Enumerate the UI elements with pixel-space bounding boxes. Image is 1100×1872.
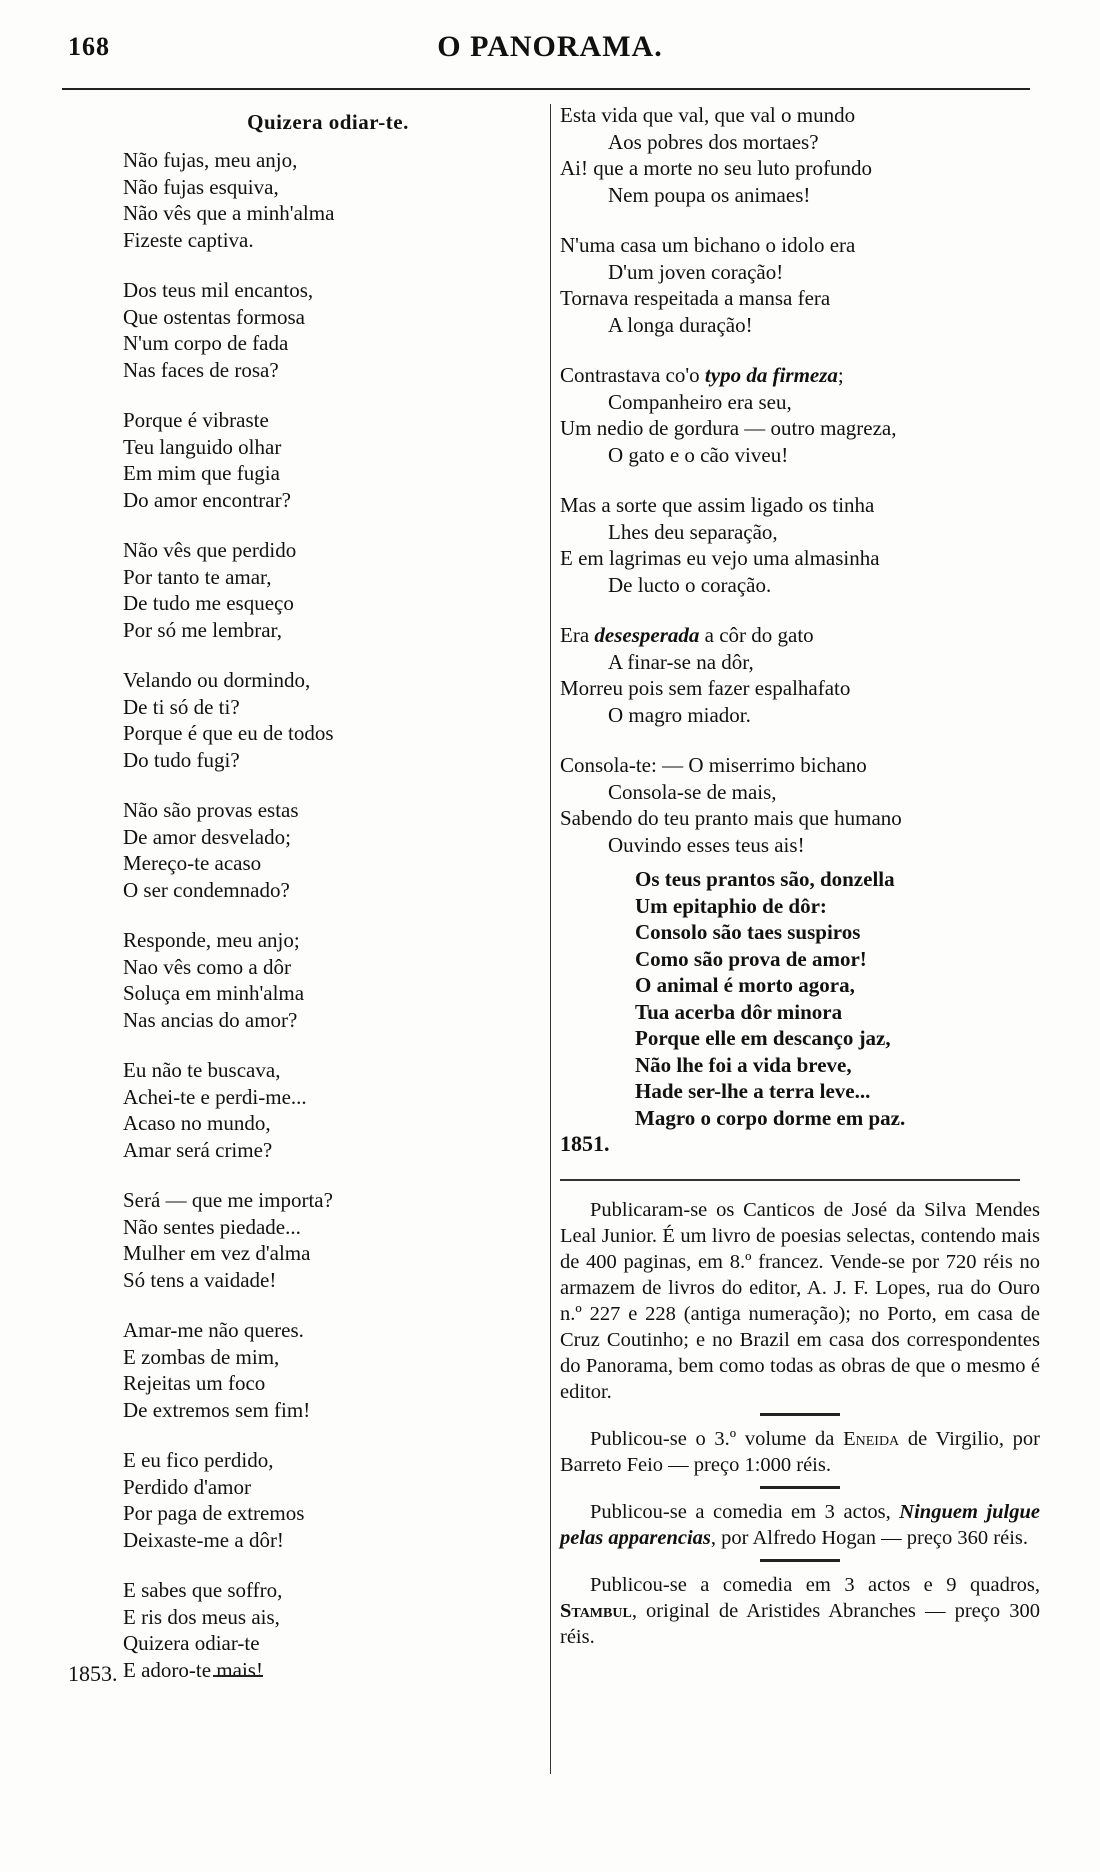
notice-eneida [560, 1426, 1040, 1478]
verse-line: Nao vês como a dôr [123, 954, 291, 979]
stanza [123, 1447, 538, 1553]
left-column [68, 98, 538, 1687]
verse-line: Não vês que a minh'alma [123, 201, 335, 225]
verse-line: Lhes deu separação, [608, 519, 778, 544]
verse-line: E ris dos meus ais, [123, 1604, 280, 1629]
verse-line: Não fujas, meu anjo, [123, 148, 298, 172]
verse-line: Não fujas esquiva, [123, 174, 279, 199]
stanza [123, 1057, 538, 1163]
verse-line: De amor desvelado; [123, 824, 291, 849]
text-run: a côr do gato [699, 623, 814, 647]
text-run: Publicou-se o 3.º volume da [590, 1428, 844, 1450]
verse-line: Nas faces de rosa? [123, 357, 279, 382]
verse-line: Um epitaphio de dôr: [635, 893, 827, 918]
verse-line: Um nedio de gordura — outro magreza, [560, 416, 897, 440]
verse-line: Porque é que eu de todos [123, 721, 334, 745]
text-run: , por Alfredo Hogan — preço 360 réis. [710, 1527, 1029, 1549]
right-stanza-2 [560, 232, 1040, 338]
notice-comedia-hogan [560, 1499, 1040, 1551]
verse-line: Hade ser-lhe a terra leve... [635, 1079, 871, 1103]
verse-line: Como são prova de amor! [635, 946, 867, 971]
verse-line: A longa duração! [608, 312, 753, 337]
verse-line: Não vês que perdido [123, 538, 297, 562]
stanza [123, 667, 538, 773]
verse-line: Fizeste captiva. [123, 227, 254, 252]
stanza [123, 537, 538, 643]
verse-line: Teu languido olhar [123, 434, 282, 459]
verse-line: Consolo são taes suspiros [635, 920, 861, 944]
verse-line [560, 362, 1040, 389]
verse-line: Que ostentas formosa [123, 304, 305, 329]
verse-line: Tua acerba dôr minora [635, 999, 843, 1024]
verse-line: De ti só de ti? [123, 694, 240, 719]
notice-divider [760, 1559, 840, 1562]
verse-line: D'um joven coração! [608, 259, 784, 284]
verse-line: Mulher em vez d'alma [123, 1241, 311, 1265]
verse-line: Ouvindo esses teus ais! [608, 832, 805, 857]
poem-year-text: 1853. [68, 1661, 118, 1686]
verse-line: Soluça em minh'alma [123, 981, 305, 1005]
verse-line: De lucto o coração. [608, 572, 772, 597]
verse-line: Por só me lembrar, [123, 617, 282, 642]
verse-line: Morreu pois sem fazer espalhafato [560, 676, 851, 700]
right-stanza-6 [560, 752, 1040, 858]
poem-body [68, 147, 538, 1683]
text-run: Era [560, 623, 595, 647]
right-stanza-5 [560, 622, 1040, 728]
notice-comedia-stambul [560, 1572, 1040, 1650]
end-rule [213, 1675, 263, 1677]
page-number: 168 [68, 32, 110, 61]
verse-line: Rejeitas um foco [123, 1371, 266, 1395]
verse-line: Achei-te e perdi-me... [123, 1084, 307, 1109]
stanza [123, 1317, 538, 1423]
journal-title: O PANORAMA. [437, 30, 663, 63]
poem-title: Quizera odiar-te. [247, 110, 409, 134]
poem-year [68, 1661, 538, 1687]
verse-line: E sabes que soffro, [123, 1578, 283, 1602]
notice-divider [760, 1486, 840, 1489]
right-stanza-1 [560, 102, 1040, 208]
verse-line: Não são provas estas [123, 798, 299, 822]
verse-line: Esta vida que val, que val o mundo [560, 103, 856, 127]
text-run: de Virgilio, por Barreto Feio — preço 1:000 réis. [560, 1428, 1040, 1476]
verse-line: Consola-te: — O miserrimo bichano [560, 753, 867, 777]
verse-line: E zombas de mim, [123, 1344, 280, 1369]
right-poem-year: 1851. [560, 1131, 610, 1156]
stanza [123, 1187, 538, 1293]
verse-line: Perdido d'amor [123, 1474, 252, 1499]
verse-line: Amar-me não queres. [123, 1318, 304, 1342]
notices-rule [560, 1179, 1020, 1181]
header-rule [62, 88, 1030, 90]
emphasis: typo da firmeza [704, 363, 838, 387]
verse-line: Em mim que fugia [123, 461, 280, 485]
verse-line: Dos teus mil encantos, [123, 278, 314, 302]
verse-line: Por paga de extremos [123, 1501, 305, 1525]
verse-line: Velando ou dormindo, [123, 668, 311, 692]
verse-line: A finar-se na dôr, [608, 649, 754, 674]
verse-line: Os teus prantos são, donzella [635, 867, 895, 891]
verse-line: Nem poupa os animaes! [608, 182, 811, 207]
verse-line: E em lagrimas eu vejo uma almasinha [560, 546, 880, 570]
verse-line: Porque é vibraste [123, 408, 269, 432]
verse-line: E eu fico perdido, [123, 1448, 274, 1472]
notice-divider [760, 1413, 840, 1416]
verse-line: Tornava respeitada a mansa fera [560, 286, 831, 310]
notice-canticos: Publicaram-se os Canticos de José da Silva Mendes Leal Junior. É um livro de poesias selectas, contendo mais de 400 paginas, em 8.º francez. Vende-se por 720 réis no armazem de livros do editor, A. J. F. Lopes, rua do Ouro n.º 227 e 228 (antiga numeração); no Porto, em casa de Cruz Coutinho; e no Brazil em casa dos correspondentes do Panorama, bem como todas as obras de que o mesmo é editor. [560, 1199, 1040, 1403]
verse-line: O ser condemnado? [123, 877, 290, 902]
verse-line: Só tens a vaidade! [123, 1267, 277, 1292]
right-column [560, 102, 1040, 1650]
verse-line: O animal é morto agora, [635, 973, 855, 997]
verse-line: Quizera odiar-te [123, 1631, 260, 1655]
verse-line: De tudo me esqueço [123, 591, 294, 615]
verse-line: Não lhe foi a vida breve, [635, 1052, 852, 1077]
verse-line: Companheiro era seu, [608, 389, 792, 414]
verse-line: Nas ancias do amor? [123, 1007, 298, 1032]
verse-line: Amar será crime? [123, 1137, 273, 1162]
verse-line: Acaso no mundo, [123, 1111, 271, 1135]
stanza [123, 277, 538, 383]
stanza [123, 407, 538, 513]
text-run: Contrastava co'o [560, 363, 705, 387]
emphasis: Ninguem julgue pelas apparencias [560, 1501, 1041, 1549]
verse-line: Do tudo fugi? [123, 747, 240, 772]
verse-line: Não sentes piedade... [123, 1214, 301, 1239]
text-run: ; [837, 363, 844, 387]
verse-line: Responde, meu anjo; [123, 928, 300, 952]
stanza [123, 797, 538, 903]
stanza [123, 147, 538, 253]
right-stanza-4 [560, 492, 1040, 598]
text-run: Publicou-se a comedia em 3 actos e 9 quadros, [590, 1574, 1040, 1596]
verse-line: De extremos sem fim! [123, 1397, 311, 1422]
verse-line: Por tanto te amar, [123, 564, 272, 589]
verse-line: Porque elle em descanço jaz, [635, 1026, 891, 1050]
verse-line: Eu não te buscava, [123, 1058, 281, 1082]
verse-line: Deixaste-me a dôr! [123, 1527, 284, 1552]
column-divider [550, 104, 551, 1774]
small-caps-title: Eneida [843, 1428, 900, 1450]
verse-line: Será — que me importa? [123, 1188, 333, 1212]
text-run: Publicou-se a comedia em 3 actos, [590, 1501, 900, 1523]
stanza [123, 927, 538, 1033]
verse-line: Magro o corpo dorme em paz. [635, 1105, 906, 1130]
epitaph-stanza [635, 866, 1040, 1131]
right-stanza-3 [560, 362, 1040, 468]
verse-line: Do amor encontrar? [123, 487, 291, 512]
verse-line: E adoro-te mais! [123, 1657, 263, 1682]
verse-line: Mereço-te acaso [123, 851, 262, 875]
verse-line: Mas a sorte que assim ligado os tinha [560, 493, 875, 517]
verse-line: O magro miador. [608, 702, 751, 727]
verse-line: Sabendo do teu pranto mais que humano [560, 806, 902, 830]
small-caps-title: Stambul [560, 1600, 632, 1622]
page-header [0, 0, 1100, 80]
verse-line: O gato e o cão viveu! [608, 442, 789, 467]
verse-line: Consola-se de mais, [608, 779, 777, 804]
verse-line: Aos pobres dos mortaes? [608, 129, 819, 154]
text-run: , original de Aristides Abranches — preço 300 réis. [560, 1600, 1040, 1648]
verse-line: N'uma casa um bichano o idolo era [560, 233, 856, 257]
verse-line: N'um corpo de fada [123, 331, 289, 355]
verse-line: Ai! que a morte no seu luto profundo [560, 156, 873, 180]
verse-line [560, 622, 1040, 649]
emphasis: desesperada [594, 623, 700, 647]
